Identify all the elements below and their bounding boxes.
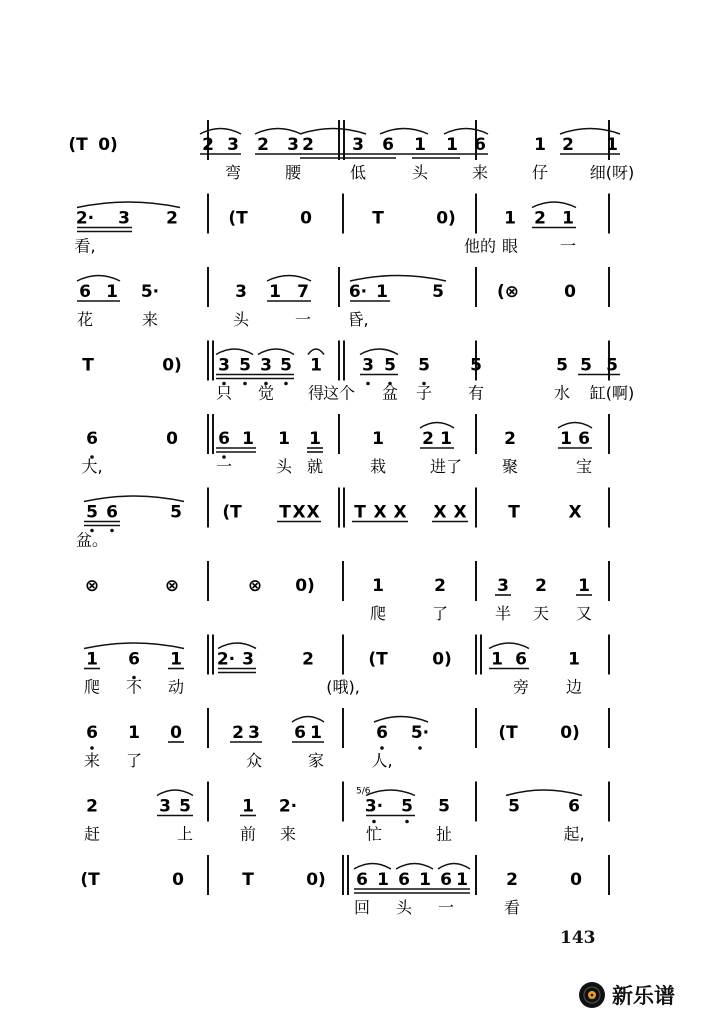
note: 1 — [419, 870, 431, 890]
note: (T — [368, 649, 388, 670]
note: 5 — [86, 502, 98, 523]
note: 1 — [372, 429, 384, 449]
note: X — [292, 502, 306, 523]
lyric: 起, — [563, 824, 585, 844]
note: 5 — [438, 796, 450, 817]
note: 3 — [287, 135, 299, 155]
slur — [300, 129, 366, 135]
note: 0 — [570, 870, 582, 890]
grace-note: 5/6 — [356, 786, 371, 797]
note: 5 — [418, 355, 430, 376]
note: T — [354, 502, 366, 523]
note: 1 — [456, 870, 468, 890]
note: 0) — [560, 723, 580, 743]
lyric: 回 — [353, 898, 371, 917]
octave-dot — [90, 746, 94, 750]
lyric: 细(呀) — [589, 163, 635, 182]
lyric: 盆 — [381, 383, 399, 403]
note: 3 — [218, 355, 230, 376]
note: 2 — [534, 208, 546, 229]
note: 3 — [235, 282, 247, 302]
note: 5· — [410, 723, 430, 743]
slur — [200, 129, 241, 135]
note: T — [279, 502, 291, 523]
note: X — [373, 502, 387, 523]
note: 1 — [446, 135, 458, 155]
note: 5 — [239, 355, 251, 376]
note: 1 — [504, 208, 516, 229]
lyric: 众 — [245, 751, 263, 770]
note: 1 — [376, 282, 388, 302]
note: 3 — [118, 208, 130, 229]
note: 6· — [348, 282, 368, 302]
lyric: 盆。 — [75, 530, 109, 550]
octave-dot — [380, 746, 384, 750]
note: 5 — [508, 796, 520, 817]
note: 3 — [497, 576, 509, 596]
lyric: 动 — [167, 677, 185, 697]
note: 0) — [162, 355, 182, 376]
note: 6 — [106, 502, 118, 523]
octave-dot — [405, 820, 409, 824]
slur — [218, 643, 256, 649]
note: 3 — [362, 355, 374, 376]
slur — [77, 202, 180, 208]
lyric: 大, — [81, 457, 103, 476]
note: 3 — [260, 355, 272, 376]
lyric: 人, — [371, 751, 393, 770]
note: 6 — [568, 796, 580, 817]
note: 1 — [310, 355, 322, 376]
lyric: 进了 — [429, 457, 463, 476]
note: 5 — [470, 355, 482, 376]
vinyl-record-icon — [578, 981, 606, 1009]
lyric: 这个 — [322, 383, 356, 403]
note: 2· — [216, 649, 236, 670]
note: 1 — [278, 429, 290, 449]
note: (T — [68, 135, 88, 155]
lyric: 前 — [239, 824, 257, 844]
slur — [77, 276, 120, 282]
slur — [157, 790, 193, 796]
note: 1 — [578, 576, 590, 596]
note: 1 — [440, 429, 452, 449]
slur — [354, 864, 391, 870]
note: 6 — [578, 429, 590, 449]
lyric: 花 — [76, 310, 94, 329]
lyric: 弯 — [224, 163, 242, 182]
note: 1 — [491, 649, 503, 670]
lyric: 低 — [349, 163, 367, 182]
lyric: 来 — [141, 310, 159, 329]
note: X — [306, 502, 320, 523]
note: 5 — [432, 282, 444, 302]
lyric: 一 — [559, 236, 577, 256]
slur — [292, 717, 324, 723]
note: 1 — [242, 796, 254, 817]
lyric: 家 — [307, 751, 325, 770]
note: 6 — [376, 723, 388, 743]
lyric: 不 — [125, 677, 143, 697]
slur — [366, 790, 415, 796]
note: 1 — [309, 429, 321, 449]
note: 1 — [269, 282, 281, 302]
note: 1 — [128, 723, 140, 743]
slur — [255, 129, 301, 135]
slur — [396, 864, 433, 870]
slur — [84, 496, 184, 502]
note: 2· — [75, 208, 95, 229]
page-number: 143 — [560, 928, 596, 948]
note: 0 — [564, 282, 576, 302]
note: 5 — [170, 502, 182, 523]
note: X — [453, 502, 467, 523]
note: T — [508, 502, 520, 523]
note: 5 — [179, 796, 191, 817]
slur — [84, 643, 184, 649]
note: 2 — [535, 576, 547, 596]
lyric: 半 — [494, 604, 512, 623]
note: 3 — [159, 796, 171, 817]
lyric: 他的 — [463, 236, 497, 256]
octave-dot — [243, 382, 247, 386]
note: 0) — [432, 649, 452, 670]
note: 1 — [414, 135, 426, 155]
note: (⊗ — [496, 282, 520, 302]
note: 6 — [294, 723, 306, 743]
lyric: 旁 — [512, 677, 530, 697]
lyric: 眼 — [501, 236, 519, 256]
lyric: 宝 — [575, 457, 593, 476]
lyric: 缸(啊) — [589, 383, 635, 403]
note: 1 — [372, 576, 384, 596]
lyric: 只 — [215, 383, 233, 403]
note: 2 — [562, 135, 574, 155]
lyric: 来 — [83, 751, 101, 770]
note: (T — [228, 208, 248, 229]
note: 3 — [242, 649, 254, 670]
note: 2· — [278, 796, 298, 817]
slur — [506, 790, 582, 796]
slur — [267, 276, 311, 282]
note: 6 — [356, 870, 368, 890]
note: 6 — [382, 135, 394, 155]
slur — [532, 202, 576, 208]
note: 1 — [534, 135, 546, 155]
note: 2 — [434, 576, 446, 596]
octave-dot — [284, 382, 288, 386]
note: 5· — [140, 282, 160, 302]
note: 5 — [556, 355, 568, 376]
octave-dot — [372, 820, 376, 824]
note: 6 — [474, 135, 486, 155]
lyric: 就 — [306, 457, 324, 476]
note: 2 — [302, 135, 314, 155]
note: 1 — [310, 723, 322, 743]
note: 0) — [98, 135, 118, 155]
note: 1 — [86, 649, 98, 670]
note: 3 — [248, 723, 260, 743]
lyric: 一 — [215, 457, 233, 476]
note: T — [242, 870, 254, 890]
lyric: 头 — [395, 898, 413, 917]
note: (T — [498, 723, 518, 743]
note: 6 — [440, 870, 452, 890]
slur — [360, 349, 398, 355]
slur — [216, 349, 253, 355]
lyric: 爬 — [369, 604, 387, 623]
note: T — [82, 355, 94, 376]
note: (T — [80, 870, 100, 890]
octave-dot — [418, 746, 422, 750]
note: X — [568, 502, 582, 523]
slur — [444, 129, 488, 135]
octave-dot — [110, 529, 114, 533]
slur — [380, 129, 428, 135]
lyric: 子 — [415, 383, 433, 403]
slur — [350, 276, 446, 282]
note: 2 — [232, 723, 244, 743]
note: 5 — [580, 355, 592, 376]
lyric: 头 — [411, 163, 429, 182]
slur — [374, 717, 428, 723]
note: 0 — [172, 870, 184, 890]
note: 2 — [506, 870, 518, 890]
lyric: 了 — [431, 604, 449, 623]
lyric: 仔 — [531, 163, 549, 182]
note: 0) — [306, 870, 326, 890]
slur — [560, 129, 620, 135]
slur — [308, 349, 324, 355]
note: 2 — [202, 135, 214, 155]
note: 1 — [560, 429, 572, 449]
slur — [438, 864, 470, 870]
note: 1 — [606, 135, 618, 155]
note: ⊗ — [164, 576, 180, 596]
watermark-text: 新乐谱 — [612, 984, 675, 1008]
note: 3 — [227, 135, 239, 155]
note: 1 — [562, 208, 574, 229]
note: 5 — [401, 796, 413, 817]
note: 2 — [302, 649, 314, 670]
watermark-logo — [578, 980, 675, 1010]
lyric: 觉 — [257, 383, 275, 403]
lyric: 了 — [125, 751, 143, 770]
lyric: 又 — [575, 604, 593, 623]
lyric: 头 — [232, 310, 250, 329]
note: 7 — [297, 282, 309, 302]
note: (T — [222, 502, 242, 523]
note: 5 — [606, 355, 618, 376]
lyric: 腰 — [284, 163, 302, 182]
lyric: 看, — [74, 236, 96, 256]
note: 0) — [436, 208, 456, 229]
note: 6 — [79, 282, 91, 302]
lyric: 昏, — [347, 310, 369, 329]
note: 2 — [166, 208, 178, 229]
lyric: 来 — [279, 824, 297, 844]
note: 6 — [86, 723, 98, 743]
lyric: 边 — [565, 677, 583, 697]
note: 6 — [86, 429, 98, 449]
note: 2 — [422, 429, 434, 449]
lyric: 爬 — [83, 677, 101, 697]
lyric: (哦), — [326, 677, 360, 697]
slur — [258, 349, 294, 355]
note: 0) — [295, 576, 315, 596]
note: X — [433, 502, 447, 523]
note: 0 — [300, 208, 312, 229]
lyric: 有 — [467, 383, 485, 403]
note: 3 — [352, 135, 364, 155]
lyric: 聚 — [501, 457, 519, 476]
note: 1 — [106, 282, 118, 302]
lyric: 扯 — [435, 824, 453, 844]
slur — [558, 423, 592, 429]
note: 0 — [166, 429, 178, 449]
note: 5 — [280, 355, 292, 376]
note: 6 — [398, 870, 410, 890]
lyric: 一 — [437, 898, 455, 917]
lyric: 来 — [471, 163, 489, 182]
lyric: 上 — [176, 824, 194, 844]
lyric: 天 — [532, 604, 550, 623]
note: 1 — [170, 649, 182, 670]
note: 1 — [377, 870, 389, 890]
lyric: 栽 — [369, 457, 387, 476]
note: 2 — [86, 796, 98, 817]
note: ⊗ — [84, 576, 100, 596]
note: 1 — [568, 649, 580, 670]
note: ⊗ — [247, 576, 263, 596]
slur — [489, 643, 529, 649]
note: T — [372, 208, 384, 229]
octave-dot — [366, 382, 370, 386]
slur — [420, 423, 454, 429]
note: 6 — [515, 649, 527, 670]
note: 0 — [170, 723, 182, 743]
note: 2 — [257, 135, 269, 155]
lyric: 看 — [503, 898, 521, 917]
lyric: 头 — [275, 457, 293, 476]
lyric: 一 — [294, 310, 312, 329]
note: 3· — [364, 796, 384, 817]
lyric: 水 — [553, 383, 571, 403]
note: 1 — [242, 429, 254, 449]
note: 2 — [504, 429, 516, 449]
lyric: 得 — [307, 383, 325, 403]
lyric: 忙 — [365, 824, 383, 844]
note: 6 — [218, 429, 230, 449]
note: 5 — [384, 355, 396, 376]
lyric: 赶 — [83, 824, 101, 844]
note: 6 — [128, 649, 140, 670]
note: X — [393, 502, 407, 523]
